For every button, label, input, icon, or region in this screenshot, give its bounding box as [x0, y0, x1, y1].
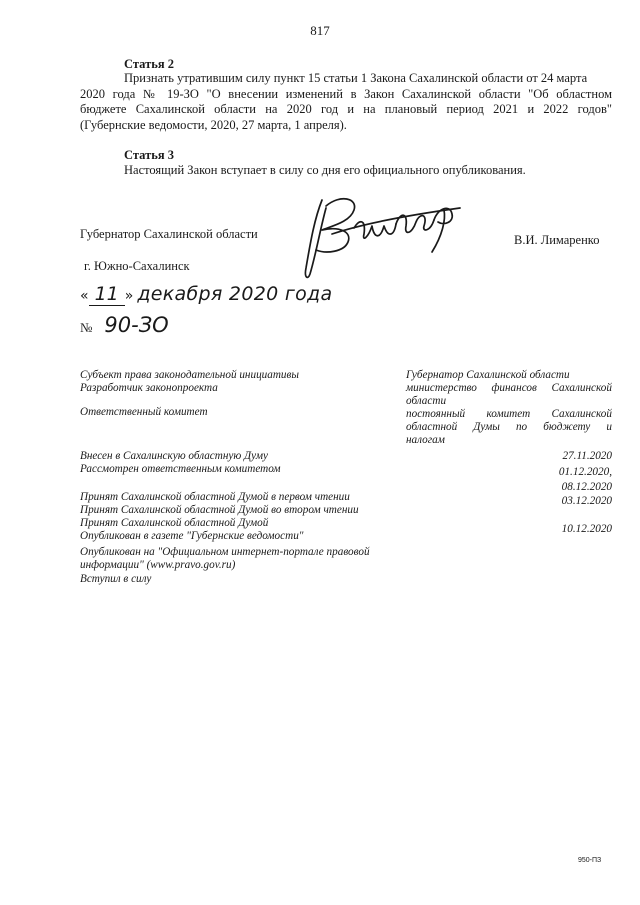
date-reviewed-2: 08.12.2020 — [561, 481, 612, 493]
law-number — [80, 313, 169, 337]
meta-responsible-committee: Ответственный комитет — [80, 406, 208, 418]
governor-signature — [292, 190, 482, 285]
date-quote-open: « — [80, 288, 89, 304]
meta-submitted: Внесен в Сахалинскую областную Думу — [80, 450, 268, 462]
date-adopted: 10.12.2020 — [561, 523, 612, 535]
article-2-body — [80, 71, 612, 133]
meta-published-portal-cont: информации" (www.pravo.gov.ru) — [80, 559, 236, 571]
article-2-line: 2020 года № 19-ЗО "О внесении изменений в Закон Сахалинской области "Об областном — [80, 86, 612, 101]
signing-date — [80, 283, 332, 306]
number-value: 90-ЗО — [104, 313, 169, 337]
meta-initiative-subject: Субъект права законодательной инициативы — [80, 369, 299, 381]
article-2-line: Признать утратившим силу пункт 15 статьи 1 Закона Сахалинской области от 24 марта — [124, 71, 588, 85]
meta-published-newspaper: Опубликован в газете "Губернские ведомости" — [80, 530, 304, 542]
page-number: 817 — [310, 23, 330, 38]
meta-published-portal: Опубликован на "Официальном интернет-портале правовой — [80, 546, 370, 558]
date-reviewed-1: 01.12.2020, — [558, 466, 612, 478]
governor-name: В.И. Лимаренко — [514, 233, 600, 247]
meta-developer-value: министерство финансов Сахалинской — [406, 382, 612, 394]
governor-position: Губернатор Сахалинской области — [80, 227, 258, 241]
meta-entered-into-force: Вступил в силу — [80, 573, 152, 585]
date-day: 11 — [89, 283, 125, 306]
meta-adopted: Принят Сахалинской областной Думой — [80, 517, 269, 529]
meta-developer-value-cont: области — [406, 395, 447, 407]
meta-reviewed: Рассмотрен ответственным комитетом — [80, 463, 281, 475]
meta-second-reading: Принят Сахалинской областной Думой во втором чтении — [80, 504, 359, 516]
article-2-line: бюджете Сахалинской области на 2020 год и на плановый период 2021 и 2022 годов" — [80, 102, 612, 116]
meta-committee-value-cont: областной Думы по бюджету и — [406, 421, 612, 433]
meta-committee-value-end: налогам — [406, 434, 445, 446]
meta-committee-value: постоянный комитет Сахалинской — [406, 408, 612, 420]
article-3-heading: Статья 3 — [124, 148, 174, 162]
date-quote-close: » — [124, 288, 134, 304]
city: г. Южно-Сахалинск — [84, 259, 190, 273]
meta-developer: Разработчик законопроекта — [80, 382, 218, 394]
date-month-year: декабря 2020 года — [137, 283, 333, 305]
article-3-text: Настоящий Закон вступает в силу со дня его официального опубликования. — [124, 163, 526, 177]
meta-initiative-subject-value: Губернатор Сахалинской области — [406, 369, 570, 381]
article-2-heading: Статья 2 — [124, 57, 174, 71]
date-first-reading: 03.12.2020 — [561, 495, 612, 507]
date-submitted: 27.11.2020 — [562, 450, 612, 462]
article-2-line: (Губернские ведомости, 2020, 27 марта, 1 апреля). — [80, 117, 347, 132]
meta-first-reading: Принят Сахалинской областной Думой в первом чтении — [80, 491, 350, 503]
number-sign: № — [80, 320, 93, 335]
footer-code: 950-ПЗ — [578, 857, 602, 864]
